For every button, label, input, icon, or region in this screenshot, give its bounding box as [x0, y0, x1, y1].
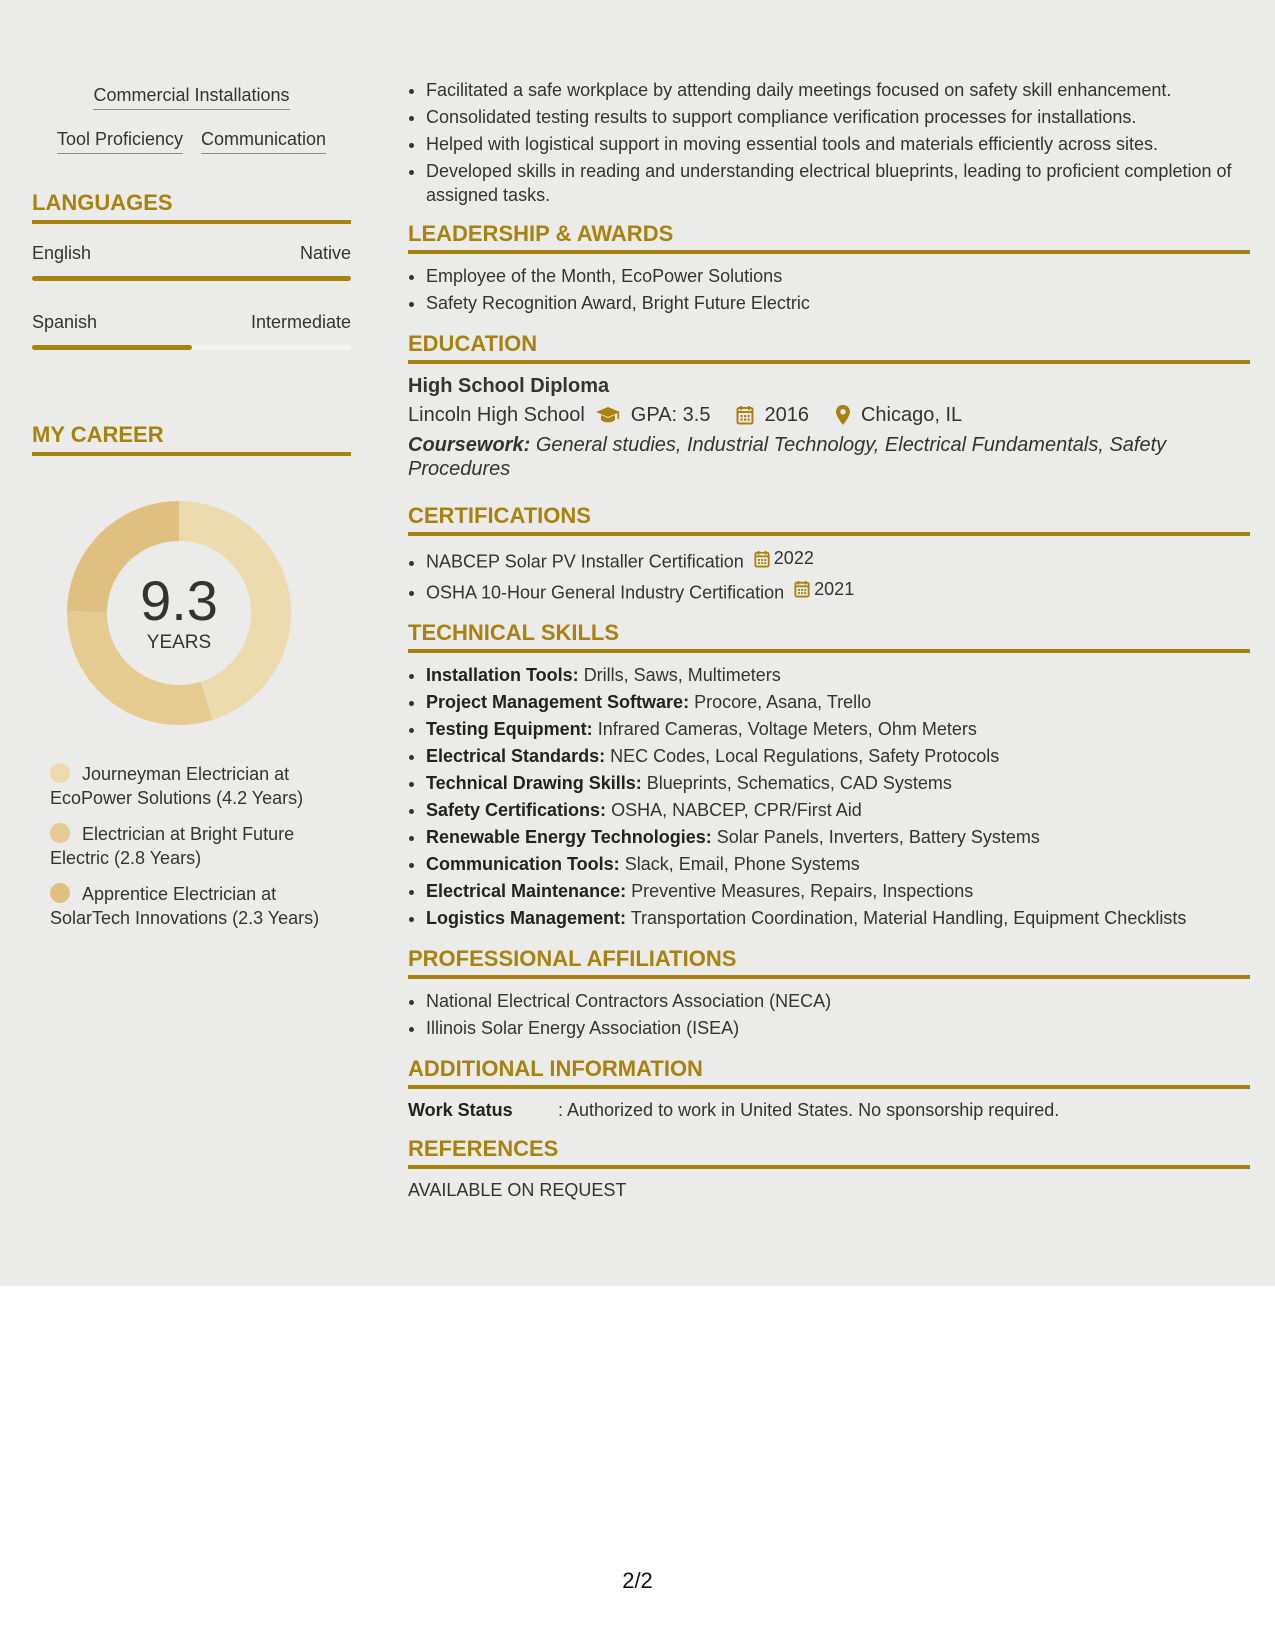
skills-row [32, 128, 351, 154]
affiliation-item: • National Electrical Contractors Association (NECA) [426, 988, 1250, 1015]
skill-tag: Tool Proficiency [57, 128, 183, 154]
experience-bullet: • Developed skills in reading and understanding electrical blueprints, leading to proficient completion of assigned tasks. [426, 159, 1250, 207]
experience-bullet: • Consolidated testing results to support compliance verification processes for installations. [426, 105, 1250, 129]
technical-skills-heading: TECHNICAL SKILLS [408, 620, 1250, 653]
award-item: • Safety Recognition Award, Bright Future Electric [426, 290, 1250, 317]
calendar-icon [794, 580, 810, 598]
career-heading: MY CAREER [32, 422, 351, 456]
certification-date [794, 576, 854, 603]
certifications-heading: CERTIFICATIONS [408, 503, 1250, 536]
experience-bullet: • Helped with logistical support in moving essential tools and materials efficiently across sites. [426, 132, 1250, 156]
technical-skill-label: Electrical Maintenance: [426, 881, 627, 901]
skill-tag: Commercial Installations [93, 84, 289, 110]
technical-skill-item [426, 851, 1250, 878]
certifications-list [408, 545, 1250, 606]
calendar-icon [754, 550, 770, 568]
technical-skill-item [426, 689, 1250, 716]
career-legend-label: Electrician at Bright Future Electric (2.8 Years) [50, 824, 295, 868]
affiliation-item: • Illinois Solar Energy Association (ISEA) [426, 1015, 1250, 1042]
technical-skill-label: Logistics Management: [426, 908, 627, 928]
education-heading: EDUCATION [408, 331, 1250, 364]
technical-skills-list [408, 662, 1250, 932]
career-donut-chart [64, 498, 294, 728]
calendar-icon [736, 405, 754, 425]
technical-skill-value: OSHA, NABCEP, CPR/First Aid [611, 800, 862, 820]
language-bar-fill [32, 276, 351, 281]
language-level: Intermediate [250, 312, 351, 332]
experience-bullet: • Facilitated a safe workplace by attending daily meetings focused on safety skill enhancement. [426, 78, 1250, 102]
language-bar [32, 345, 351, 350]
career-total-unit: YEARS [146, 632, 212, 653]
technical-skill-item [426, 878, 1250, 905]
award-item: • Employee of the Month, EcoPower Solutions [426, 263, 1250, 290]
language-level: Native [299, 243, 351, 263]
certification-date [754, 545, 814, 572]
awards-list [408, 263, 1250, 317]
technical-skill-item [426, 662, 1250, 689]
technical-skill-label: Renewable Energy Technologies: [426, 827, 712, 847]
certification-name: NABCEP Solar PV Installer Certification [426, 551, 744, 572]
certification-item [426, 545, 1250, 576]
language-line [32, 242, 351, 264]
certification-item [426, 576, 1250, 607]
languages-heading: LANGUAGES [32, 190, 351, 224]
technical-skill-value: Drills, Saws, Multimeters [583, 665, 781, 685]
technical-skill-value: Slack, Email, Phone Systems [624, 854, 860, 874]
references-text: AVAILABLE ON REQUEST [408, 1180, 627, 1200]
education-school: Lincoln High School [408, 404, 585, 426]
skills-tags [32, 84, 351, 154]
technical-skill-item [426, 743, 1250, 770]
additional-info-heading: ADDITIONAL INFORMATION [408, 1056, 1250, 1089]
technical-skill-label: Technical Drawing Skills: [426, 773, 642, 793]
technical-skill-value: Blueprints, Schematics, CAD Systems [646, 773, 952, 793]
technical-skill-value: NEC Codes, Local Regulations, Safety Protocols [610, 746, 1000, 766]
map-pin-icon [835, 404, 851, 426]
career-total-value: 9.3 [140, 569, 218, 632]
career-legend-label: Apprentice Electrician at SolarTech Innovations (2.3 Years) [50, 884, 320, 928]
technical-skill-item [426, 824, 1250, 851]
education-meta [408, 399, 1250, 431]
work-status-value: : Authorized to work in United States. No sponsorship required. [558, 1100, 1060, 1120]
skill-tag: Communication [201, 128, 326, 154]
experience-bullets [408, 78, 1250, 207]
main-column [408, 78, 1250, 1202]
languages-list [32, 242, 351, 350]
language-item [32, 242, 351, 281]
language-name: Spanish [32, 312, 98, 332]
coursework-label: Coursework: [408, 434, 531, 456]
technical-skill-label: Safety Certifications: [426, 800, 607, 820]
technical-skill-value: Preventive Measures, Repairs, Inspections [631, 881, 974, 901]
education-year: 2016 [764, 404, 809, 426]
affiliations-heading: PROFESSIONAL AFFILIATIONS [408, 946, 1250, 979]
coursework-text: General studies, Industrial Technology, Electrical Fundamentals, Safety Procedures [408, 434, 1167, 480]
education-coursework [408, 433, 1250, 481]
technical-skill-item [426, 770, 1250, 797]
language-bar-fill [32, 345, 192, 350]
technical-skill-label: Electrical Standards: [426, 746, 606, 766]
language-line [32, 311, 351, 333]
career-legend-label: Journeyman Electrician at EcoPower Solutions (4.2 Years) [50, 764, 304, 808]
technical-skill-label: Project Management Software: [426, 692, 690, 712]
technical-skill-item [426, 797, 1250, 824]
technical-skill-label: Testing Equipment: [426, 719, 593, 739]
certification-year: 2021 [814, 578, 855, 599]
references-heading: REFERENCES [408, 1136, 1250, 1169]
work-status-row [408, 1098, 1250, 1122]
technical-skill-item [426, 905, 1250, 932]
legend-dot-icon [50, 823, 70, 843]
career-legend-item [50, 762, 320, 810]
career-center [64, 498, 294, 728]
legend-dot-icon [50, 883, 70, 903]
career-legend [50, 762, 320, 930]
education-location: Chicago, IL [860, 404, 963, 426]
technical-skill-item [426, 716, 1250, 743]
page-number: 2/2 [622, 1568, 653, 1593]
language-name: English [32, 243, 92, 263]
language-bar [32, 276, 351, 281]
work-status-label: Work Status [408, 1100, 513, 1120]
language-item [32, 311, 351, 350]
legend-dot-icon [50, 763, 70, 783]
certification-name: OSHA 10-Hour General Industry Certification [426, 582, 785, 602]
technical-skill-value: Transportation Coordination, Material Handling, Equipment Checklists [630, 908, 1187, 928]
certification-year: 2022 [773, 548, 814, 568]
career-legend-item [50, 882, 320, 930]
graduation-cap-icon [595, 406, 621, 424]
technical-skill-label: Communication Tools: [426, 854, 620, 874]
sidebar [32, 84, 351, 942]
career-legend-item [50, 822, 320, 870]
affiliations-list [408, 988, 1250, 1042]
education-degree: High School Diploma [408, 375, 610, 397]
skills-row [32, 84, 351, 110]
technical-skill-value: Solar Panels, Inverters, Battery Systems [716, 827, 1040, 847]
technical-skill-label: Installation Tools: [426, 665, 579, 685]
technical-skill-value: Procore, Asana, Trello [694, 692, 872, 712]
awards-heading: LEADERSHIP & AWARDS [408, 221, 1250, 254]
technical-skill-value: Infrared Cameras, Voltage Meters, Ohm Meters [597, 719, 977, 739]
education-gpa: GPA: 3.5 [630, 404, 711, 426]
